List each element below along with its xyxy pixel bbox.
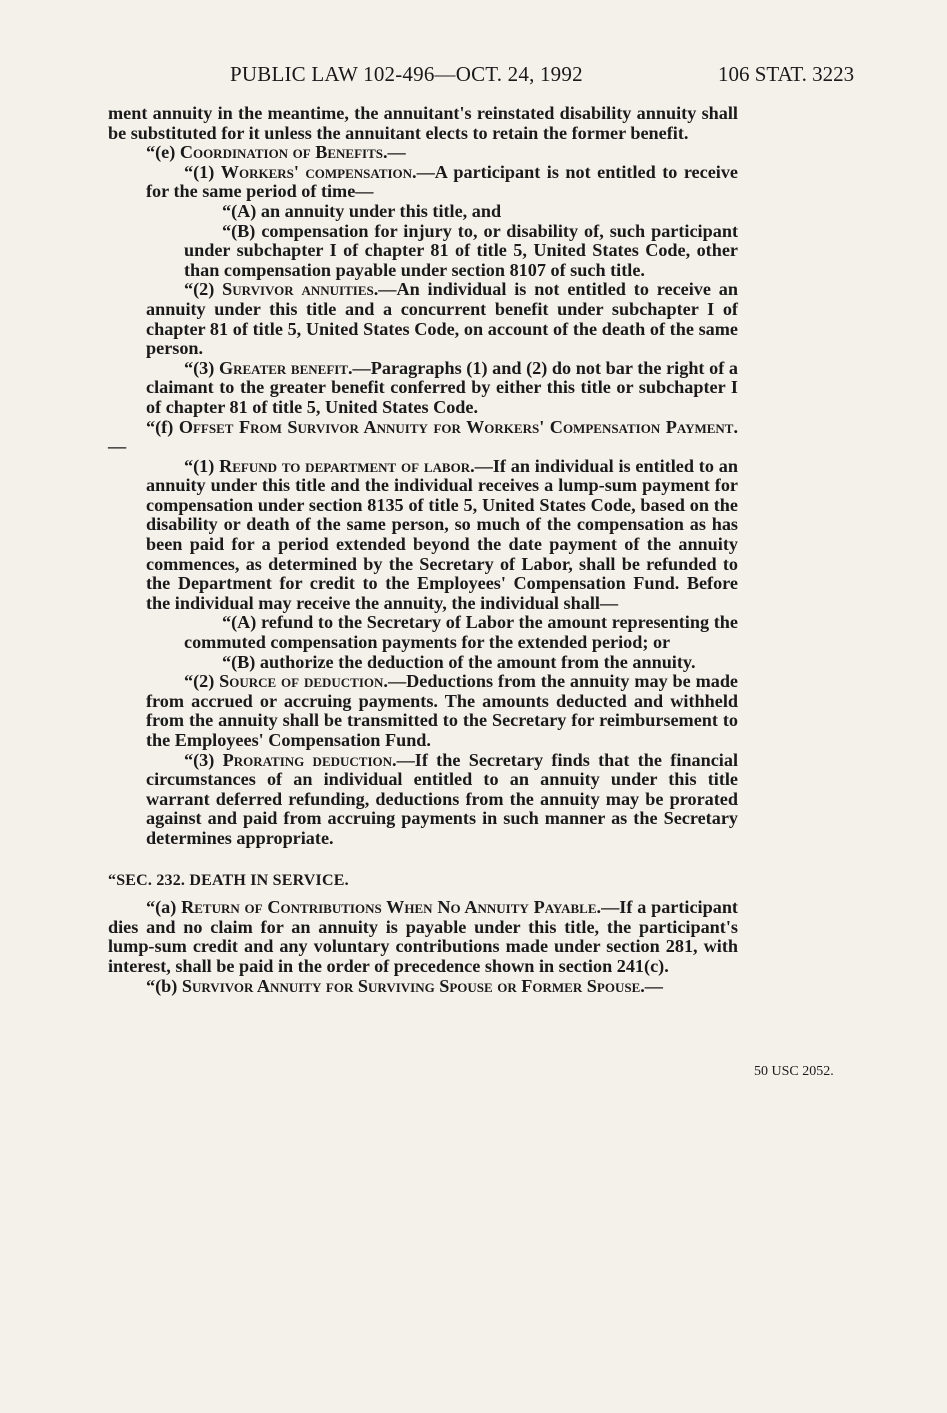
e2-text: —An individual is not entitled to receive an annuity under this title and a concurrent benefit under subchapter I of chapter 81 of title 5, United States Code, on account of the death of the same person. xyxy=(146,279,738,359)
e1-text: —A participant is not entitled to receive for the same period of time— xyxy=(146,161,738,202)
f2-lead: “(2) xyxy=(184,671,220,692)
paragraph-f1 xyxy=(108,457,738,614)
f2-title: Source of deduction. xyxy=(219,671,388,692)
b-title: Survivor Annuity for Surviving Spouse or Former Spouse.— xyxy=(181,975,663,996)
f1-lead: “(1) xyxy=(184,455,220,476)
subsection-e-lead: “(e) xyxy=(146,142,180,163)
paragraph-f3 xyxy=(108,751,738,849)
e2-title: Survivor annuities. xyxy=(222,279,379,300)
f3-lead: “(3) xyxy=(184,749,223,770)
body-text xyxy=(108,104,738,996)
paragraph-f1B: “(B) authorize the deduction of the amount from the annuity. xyxy=(222,651,696,672)
f2-text: —Deductions from the annuity may be made from accrued or accruing payments. The amounts deducted and withheld from the annuity shall be transmitted to the Secretary for reimbursement to the Employees' Compensation Fund. xyxy=(146,671,739,750)
paragraph-e1B: “(B) compensation for injury to, or disability of, such participant under subchapter I of chapter 81 of title 5, United States Code, other than compensation payable under section 8107 of such title. xyxy=(184,220,738,280)
paragraph-f2 xyxy=(108,672,738,750)
subsection-e-heading xyxy=(108,143,738,163)
a-text: —If a participant dies and no claim for an annuity is payable under this title, the participant's lump-sum credit and any voluntary contributions made under section 281, with interest, shall be paid in the order of precedence shown in section 241(c). xyxy=(108,897,738,976)
paragraph-e3 xyxy=(108,359,738,418)
f3-text: —If the Secretary finds that the financial circumstances of an individual entitled to an annuity under this title warrant deferred refunding, deductions from the annuity may be prorated against and paid from accruing payments in such manner as the Secretary determines appropriate. xyxy=(146,749,738,848)
f1-title: Refund to department of labor. xyxy=(219,455,475,476)
e3-lead: “(3) xyxy=(184,357,219,378)
paragraph-f1A: “(A) refund to the Secretary of Labor the amount representing the commuted compensation payments for the extended period; or xyxy=(184,612,738,653)
a-title: Return of Contributions When No Annuity Payable. xyxy=(181,897,602,918)
running-header-title: PUBLIC LAW 102-496—OCT. 24, 1992 xyxy=(230,62,583,86)
paragraph-e1A: “(A) an annuity under this title, and xyxy=(222,200,502,221)
b-lead: “(b) xyxy=(146,975,182,996)
section-232-heading: “SEC. 232. DEATH IN SERVICE. xyxy=(108,871,349,889)
f1-text: —If an individual is entitled to an annuity under this title and the individual receives a lump-sum payment for compensation under section 8135 of title 5, United States Code, based on the disability or death of the same person, so much of the compensation as has been paid for a period extended beyond the date payment of the annuity commences, as determined by the Secretary of Labor, shall be refunded to the Department for credit to the Employees' Compensation Fund. Before the individual may receive the annuity, the individual shall— xyxy=(146,455,738,613)
e3-title: Greater benefit. xyxy=(218,357,353,378)
e2-lead: “(2) xyxy=(184,279,223,300)
subsection-f-heading xyxy=(108,418,738,457)
subsection-e-title: Coordination of Benefits.— xyxy=(179,142,406,163)
running-header-stat: 106 STAT. 3223 xyxy=(718,62,855,86)
e1-lead: “(1) xyxy=(184,161,221,182)
paragraph-e1 xyxy=(108,163,738,202)
a-lead: “(a) xyxy=(146,897,182,918)
paragraph-e2 xyxy=(108,280,738,358)
subsection-f-title: Offset From Survivor Annuity for Workers' Compensation Payment.— xyxy=(108,416,739,457)
paragraph-continuation: ment annuity in the meantime, the annuitant's reinstated disability annuity shall be substituted for it unless the annuitant elects to retain the former benefit. xyxy=(108,103,738,143)
subsection-a xyxy=(108,898,738,976)
f3-title: Prorating deduction. xyxy=(222,749,397,770)
subsection-f-lead: “(f) xyxy=(146,416,179,437)
margin-citation: 50 USC 2052. xyxy=(754,1064,834,1079)
e1-title: Workers' compensation. xyxy=(220,161,417,182)
e3-text: —Paragraphs (1) and (2) do not bar the right of a claimant to the greater benefit conferred by either this title or subchapter I of chapter 81 of title 5, United States Code. xyxy=(146,357,738,417)
subsection-b-heading xyxy=(108,977,738,997)
